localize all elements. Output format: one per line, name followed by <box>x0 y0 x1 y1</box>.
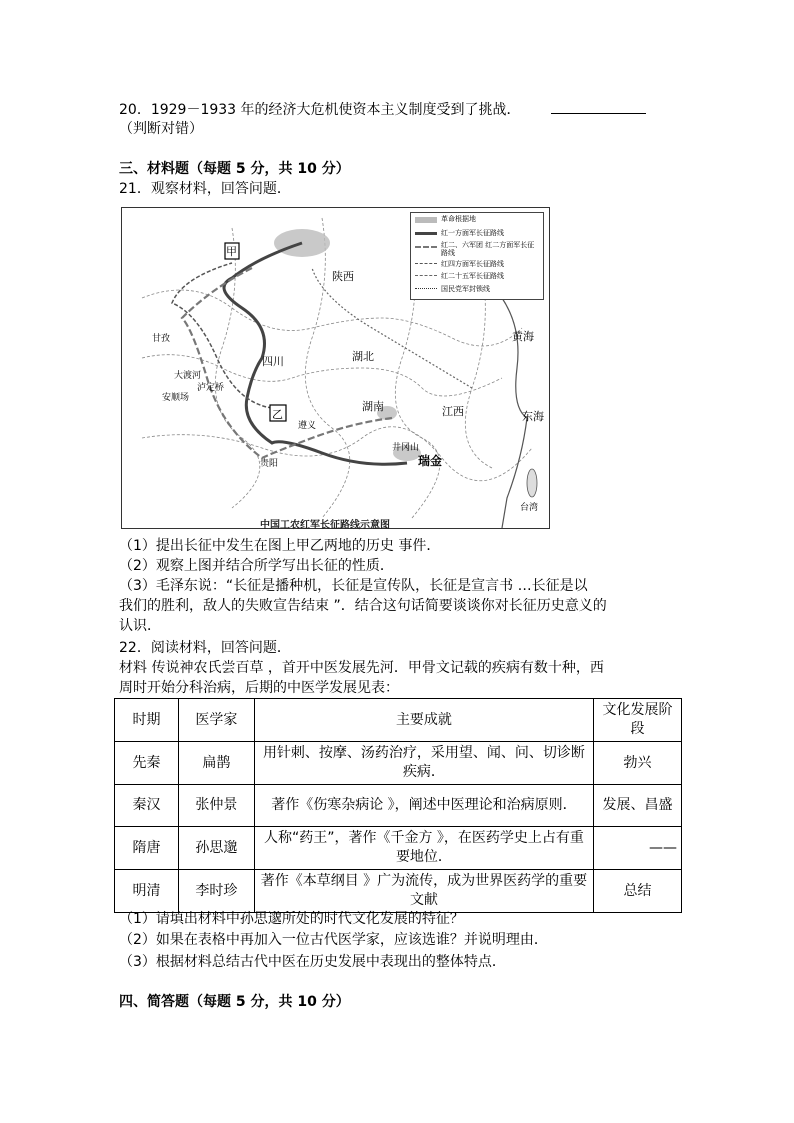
map-place: 台湾 <box>520 503 539 513</box>
map-caption: 中国工农红军长征路线示意图 <box>260 520 390 531</box>
map-place: 井冈山 <box>392 443 420 453</box>
table-row <box>115 785 682 827</box>
map-place: 湖南 <box>362 400 384 413</box>
legend-item: 红一方面军长征路线 <box>441 229 504 237</box>
map-place: 大渡河 <box>174 371 202 381</box>
table-cell-period: 先秦 <box>115 742 179 785</box>
medicine-table <box>114 698 682 913</box>
q22-material-line2: 周时开始分科治病，后期的中医学发展见表： <box>119 680 399 696</box>
q21-sub3-line3: 认识． <box>119 618 161 634</box>
map-place: 泸定桥 <box>197 383 225 393</box>
map-mark-yi: 乙 <box>272 408 283 421</box>
q21-sub3-line1: （3）毛泽东说：“长征是播种机，长征是宣传队，长征是宣言书 …长征是以 <box>119 578 588 594</box>
legend-item: 革命根据地 <box>441 215 476 223</box>
map-place: 安顺场 <box>162 393 190 403</box>
q22-sub2: （2）如果在表格中再加入一位古代医学家，应该选谁？并说明理由． <box>119 932 548 948</box>
q21-sub2: （2）观察上图并结合所学写出长征的性质． <box>119 558 394 574</box>
legend-swatch <box>415 288 437 289</box>
map-place: 四川 <box>262 355 284 368</box>
q21-intro: 21．观察材料，回答问题． <box>119 181 291 197</box>
table-row <box>115 870 682 913</box>
table-cell-period: 秦汉 <box>115 785 179 827</box>
table-header-cell: 主要成就 <box>254 699 593 742</box>
section3-title: 三、材料题（每题 5 分，共 10 分） <box>119 161 350 177</box>
table-cell-stage-blank[interactable]: —— <box>594 827 682 870</box>
map-place: 湖北 <box>352 350 374 363</box>
legend-item: 红二、六军团 红二方面军长征路线 <box>441 241 535 257</box>
q22-material-line1: 材料 传说神农氏尝百草 ，首开中医发展先河．甲骨文记载的疾病有数十种，西 <box>119 660 604 676</box>
q21-sub3-line2: 我们的胜利，敌人的失败宣告结束 ”．结合这句话简要谈谈你对长征历史意义的 <box>119 598 607 614</box>
table-cell-stage: 总结 <box>594 870 682 913</box>
long-march-map <box>121 207 550 529</box>
map-legend <box>410 212 544 300</box>
q22-intro: 22．阅读材料，回答问题． <box>119 640 291 656</box>
table-cell-achievement: 著作《本草纲目 》广为流传，成为世界医药学的重要文献 <box>254 870 593 913</box>
map-place: 瑞金 <box>418 454 443 468</box>
table-row <box>115 742 682 785</box>
map-place: 东海 <box>522 410 544 423</box>
table-cell-stage: 发展、昌盛 <box>594 785 682 827</box>
table-cell-doctor: 李时珍 <box>178 870 254 913</box>
table-cell-achievement: 人称“药王”，著作《千金方 》，在医药学史上占有重要地位． <box>254 827 593 870</box>
q22-sub3: （3）根据材料总结古代中医在历史发展中表现出的整体特点． <box>119 954 506 970</box>
table-header-cell: 医学家 <box>178 699 254 742</box>
q21-sub1: （1）提出长征中发生在图上甲乙两地的历史 事件． <box>119 538 441 554</box>
q20-answer-blank[interactable] <box>551 99 646 114</box>
table-cell-period: 隋唐 <box>115 827 179 870</box>
legend-item: 红四方面军长征路线 <box>441 260 504 268</box>
table-cell-achievement: 著作《伤寒杂病论 》，阐述中医理论和治病原则． <box>254 785 593 827</box>
map-place: 黄海 <box>512 330 534 343</box>
table-cell-doctor: 张仲景 <box>178 785 254 827</box>
map-place: 贵阳 <box>260 459 279 469</box>
legend-swatch <box>415 275 437 276</box>
table-cell-doctor: 孙思邈 <box>178 827 254 870</box>
map-place: 甘孜 <box>152 334 171 344</box>
legend-swatch <box>415 263 437 264</box>
table-row <box>115 827 682 870</box>
section4-title: 四、简答题（每题 5 分，共 10 分） <box>119 994 350 1010</box>
map-mark-jia: 甲 <box>226 245 237 258</box>
q20-line2: （判断对错） <box>119 121 203 137</box>
table-header-row <box>115 699 682 742</box>
q22-sub1: （1）请填出材料中孙思邈所处的时代文化发展的特征？ <box>119 911 464 927</box>
map-place: 陕西 <box>332 270 354 283</box>
q20-line1 <box>119 99 646 120</box>
table-cell-doctor: 扁鹊 <box>178 742 254 785</box>
table-cell-achievement: 用针刺、按摩、汤药治疗，采用望、闻、问、切诊断疾病． <box>254 742 593 785</box>
table-header-cell: 时期 <box>115 699 179 742</box>
q20-text: 20．1929－1933 年的经济大危机使资本主义制度受到了挑战． <box>119 102 521 118</box>
table-cell-period: 明清 <box>115 870 179 913</box>
legend-swatch <box>415 246 437 248</box>
legend-swatch <box>415 232 437 235</box>
map-place: 遵义 <box>298 421 317 431</box>
table-header-cell: 文化发展阶段 <box>594 699 682 742</box>
legend-item: 红二十五军长征路线 <box>441 272 504 280</box>
legend-item: 国民党军封锁线 <box>441 285 490 293</box>
table-cell-stage: 勃兴 <box>594 742 682 785</box>
legend-swatch <box>415 217 437 223</box>
map-place: 江西 <box>442 405 464 418</box>
